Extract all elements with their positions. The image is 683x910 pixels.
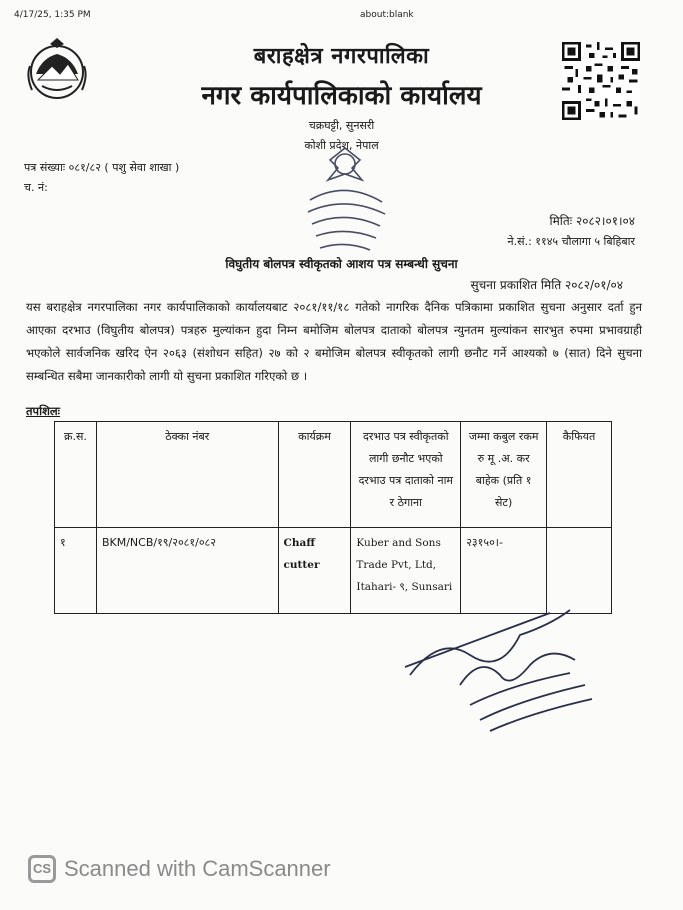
cell-bidder: Kuber and Sons Trade Pvt, Ltd, Itahari- ९, Sunsari [351, 528, 461, 614]
address-line-1: चक्रघट्टी, सुनसरी [308, 119, 375, 132]
address-line-2: कोशी प्रदेश, नेपाल [304, 139, 379, 152]
col-contract-number: ठेक्का नंबर [96, 422, 278, 528]
scanner-watermark [28, 855, 331, 883]
publication-date: सुचना प्रकाशित मिति २०८२/०१/०४ [470, 278, 623, 292]
notice-body: यस बराहक्षेत्र नगरपालिका नगर कार्यपालिकाको कार्यालयबाट २०८१/११/१८ गतेको नागरिक दैनिक पत्रिकामा प्रकाशित सुचना अनुसार दर्ता हुन आएका दरभाउ (विघुतीय बोलपत्र) पत्रहरु मुल्यांकन हुदा निम्न बमोजिम बोलपत्र दाताको बोलपत्र न्युनतम मुल्यांकन सारभुत रुपमा प्रभावग्राही भएकोले सार्वजनिक खरिद ऐन २०६३ (संशोधन सहित) २७ को २ बमोजिम बोलपत्र स्वीकृतको लागी छनौट गर्ने आश्यको ७ (सात) दिने सुचना सम्बन्धित सबैमा जानकारीको लागी यो सुचना प्रकाशित गरिएको छ । [26, 300, 642, 383]
dispatch-number: च. नं: [24, 181, 48, 194]
col-remarks: कैफियत [547, 422, 612, 528]
scanner-text: Scanned with CamScanner [64, 856, 331, 882]
col-serial: क्र.स. [55, 422, 97, 528]
municipality-title: बराहक्षेत्र नगरपालिका [253, 43, 430, 69]
table-row [55, 528, 612, 614]
letter-date: मितिः २०८२।०१।०४ [549, 214, 635, 228]
col-program: कार्यक्रम [278, 422, 351, 528]
print-url: about:blank [360, 10, 414, 20]
signature-stamp-icon [400, 605, 600, 735]
cell-program: Chaff cutter [278, 528, 351, 614]
col-amount: जम्मा कबुल रकम रु मू .अ. कर बाहेक (प्रति १ सेट) [461, 422, 547, 528]
camscanner-logo-icon: CS [28, 855, 56, 883]
col-bidder: दरभाउ पत्र स्वीकृतको लागी छनौट भएको दरभाउ पत्र दाताको नाम र ठेगाना [351, 422, 461, 528]
cell-serial: १ [55, 528, 97, 614]
notice-subject: विघुतीय बोलपत्र स्वीकृतको आशय पत्र सम्बन्धी सुचना [225, 257, 458, 271]
office-stamp-icon [290, 140, 400, 260]
nepal-sambat-date: ने.सं.: ११४५ चौलागा ५ बिहिबार [507, 235, 635, 248]
bid-details-table [54, 421, 612, 614]
cell-contract-number: BKM/NCB/१९/२०८१/०८२ [96, 528, 278, 614]
letter-reference-number: पत्र संख्याः ०८१/८२ ( पशु सेवा शाखा ) [24, 161, 180, 174]
details-heading: तपशिलः [26, 404, 61, 418]
print-datetime: 4/17/25, 1:35 PM [14, 10, 91, 20]
office-title: नगर कार्यपालिकाको कार्यालय [201, 81, 482, 111]
cell-remarks [547, 528, 612, 614]
table-header-row [55, 422, 612, 528]
cell-amount: २३१५०।- [461, 528, 547, 614]
